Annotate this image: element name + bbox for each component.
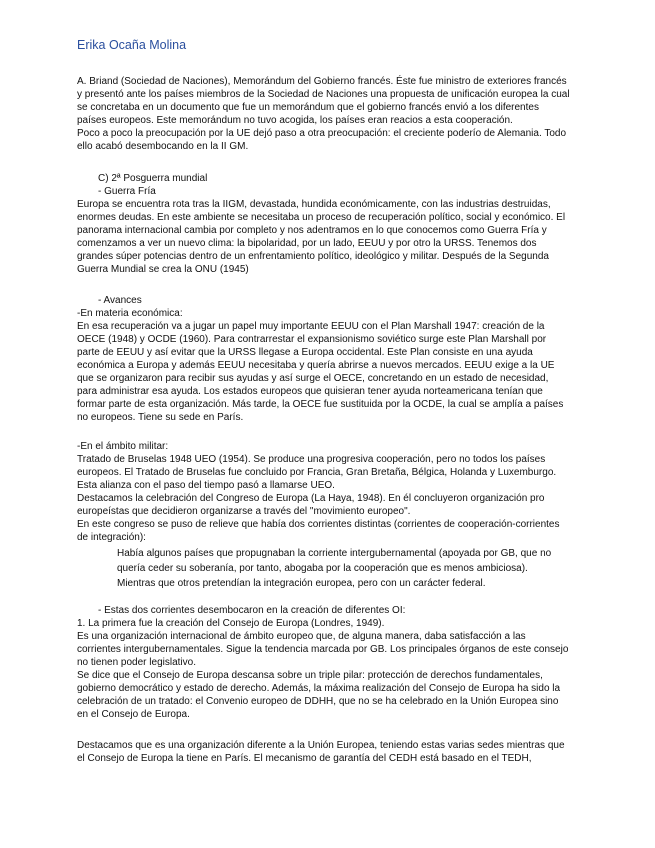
paragraph-line: países europeos. Este memorándum no tuvo acogida, los países eran reacios a esta cooperación. — [77, 115, 513, 126]
paragraph-line: panorama internacional cambia por completo y nos adentramos en lo que conocemos como Guerra Fría y — [77, 225, 547, 236]
section-heading: C) 2ª Posguerra mundial — [98, 173, 208, 184]
subsection-heading: -En materia económica: — [77, 308, 183, 319]
paragraph-line: económica a Europa y además EEUU necesitaba y quería abrirse a nuevos mercados. EEUU exige a la UE — [77, 360, 555, 371]
paragraph-line: A. Briand (Sociedad de Naciones), Memorándum del Gobierno francés. Éste fue ministro de exteriores francés — [77, 76, 567, 87]
paragraph-line: enormes deudas. En este ambiente se necesitaba un proceso de recuperación político, social y económico. El — [77, 212, 566, 223]
paragraph-line: Se dice que el Consejo de Europa descansa sobre un triple pilar: protección de derechos fundamentales, — [77, 670, 543, 681]
bullet-heading: - Avances — [98, 295, 142, 306]
paragraph-line: que se organizaron para recibir sus ayudas y así surge el OECE, concretando en un estado de necesidad, — [77, 373, 549, 384]
paragraph-line: grandes súper potencias dentro de un enfrentamiento político, ideológico y militar. Después de la Segunda — [77, 251, 549, 262]
paragraph-line: y presentó ante los países miembros de la Sociedad de Naciones una propuesta de unificación europea la cual — [77, 89, 570, 100]
paragraph-line: comenzamos a ver un nuevo clima: la bipolaridad, por un lado, EEUU y por otro la URSS. Tenemos dos — [77, 238, 537, 249]
paragraph-line: en el Consejo de Europa. — [77, 709, 190, 720]
paragraph-line: el Consejo de Europa la tiene en París. El mecanismo de garantía del CEDH está basado en el TEDH, — [77, 753, 532, 764]
paragraph-line: Europa se encuentra rota tras la IIGM, devastada, hundida económicamente, con las industrias destruidas, — [77, 199, 551, 210]
author-name: Erika Ocaña Molina — [77, 38, 187, 52]
indented-line: Mientras que otros pretendían la integración europea, pero con un carácter federal. — [117, 578, 486, 589]
paragraph-line: no tienen poder legislativo. — [77, 657, 196, 668]
indented-line: Había algunos países que propugnaban la corriente intergubernamental (apoyada por GB, que no — [117, 548, 552, 559]
paragraph-line: En este congreso se puso de relieve que había dos corrientes distintas (corrientes de cooperación-corrientes — [77, 519, 560, 530]
paragraph-line: europeístas que decidieron organizarse a través del "movimiento europeo". — [77, 506, 411, 517]
paragraph-line: parte de EEUU y así evitar que la URSS llegase a Europa occidental. Este Plan consiste en una ayuda — [77, 347, 533, 358]
paragraph-line: se concretaba en un documento que fue un memorándum que el gobierno francés envió a los diferentes — [77, 102, 539, 113]
subsection-heading: -En el ámbito militar: — [77, 441, 169, 452]
paragraph-line: europeos. El Tratado de Bruselas fue concluido por Francia, Gran Bretaña, Bélgica, Holanda y Luxemburgo. — [77, 467, 557, 478]
paragraph-line: Destacamos la celebración del Congreso de Europa (La Haya, 1948). En él concluyeron organización pro — [77, 493, 545, 504]
paragraph-line: formar parte de esta organización. Más tarde, la OECE fue sustituida por la OCDE, la cual se amplía a países — [77, 399, 564, 410]
bullet-heading: - Estas dos corrientes desembocaron en la creación de diferentes OI: — [98, 605, 406, 616]
paragraph-line: no europeos. Tiene su sede en París. — [77, 412, 244, 423]
paragraph-line: Guerra Mundial se crea la ONU (1945) — [77, 264, 249, 275]
paragraph-line: Poco a poco la preocupación por la UE dejó paso a otra preocupación: el creciente poderío de Alemania. Todo — [77, 128, 567, 139]
paragraph-line: gobierno democrático y estado de derecho. Además, la máxima realización del Consejo de Europa ha sido la — [77, 683, 561, 694]
bullet-heading: - Guerra Fría — [98, 186, 156, 197]
paragraph-line: celebración de un tratado: el Convenio europeo de DDHH, que no se ha celebrado en la Unión Europea sino — [77, 696, 559, 707]
paragraph-line: Es una organización internacional de ámbito europeo que, de alguna manera, daba satisfacción a las — [77, 631, 526, 642]
paragraph-line: Destacamos que es una organización diferente a la Unión Europea, teniendo estas varias sedes mientras que — [77, 740, 565, 751]
paragraph-line: corrientes intergubernamentales. Sigue la tendencia marcada por GB. Los principales órganos de este consejo — [77, 644, 569, 655]
paragraph-line: para administrar esa ayuda. Los estados europeos que quisieran tener ayuda norteamericana tenían que — [77, 386, 543, 397]
paragraph-line: En esa recuperación va a jugar un papel muy importante EEUU con el Plan Marshall 1947: creación de la — [77, 321, 545, 332]
paragraph-line: ello acabó desembocando en la II GM. — [77, 141, 249, 152]
paragraph-line: Esta alianza con el paso del tiempo pasó a llamarse UEO. — [77, 480, 335, 491]
indented-line: quería ceder su soberanía, por tanto, abogaba por la cooperación que es menos ambiciosa). — [117, 563, 528, 574]
paragraph-line: Tratado de Bruselas 1948 UEO (1954). Se produce una progresiva cooperación, pero no todos los países — [77, 454, 546, 465]
numbered-heading: 1. La primera fue la creación del Consejo de Europa (Londres, 1949). — [77, 618, 385, 629]
paragraph-line: OECE (1948) y OCDE (1960). Para contrarrestar el expansionismo soviético surge este Plan Marshall por — [77, 334, 547, 345]
paragraph-line: de integración): — [77, 532, 146, 543]
